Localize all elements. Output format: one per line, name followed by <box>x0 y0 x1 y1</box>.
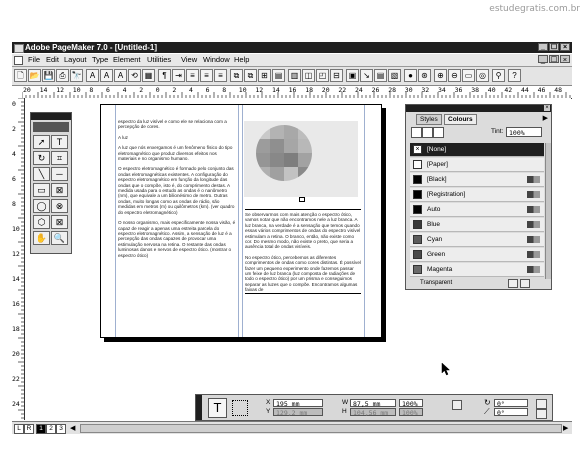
ruler-label: 32 <box>421 86 430 94</box>
ruler-label: 4 <box>189 86 193 94</box>
tab-colours[interactable]: Colours <box>444 114 477 125</box>
ruler-label: 34 <box>438 86 446 94</box>
page-icon-1[interactable]: 1 <box>36 424 46 434</box>
font-size-up-icon[interactable]: A <box>100 69 113 82</box>
rectangle-tool[interactable]: ▭ <box>33 183 50 197</box>
menu-window[interactable]: Window <box>203 55 230 64</box>
ruler-label: 0 <box>155 86 160 94</box>
ruler-label: 40 <box>487 86 496 94</box>
paragraph: espectro da luz visível e como ele se relaciona com a percepção de cores. <box>118 119 227 130</box>
ruler-label: 0 <box>12 100 16 108</box>
doc-close-button[interactable]: × <box>560 55 570 63</box>
toolbox-palette[interactable] <box>30 112 72 254</box>
align-left-icon[interactable]: ≡ <box>186 69 199 82</box>
text-column-2[interactable] <box>245 209 361 294</box>
menu-view[interactable]: View <box>181 55 198 64</box>
ruler-label: 24 <box>12 400 20 408</box>
crop-tool[interactable]: ⌗ <box>51 151 68 165</box>
polygon-frame-tool[interactable]: ⊠ <box>51 215 68 229</box>
transparent-label: Transparent <box>420 280 453 286</box>
send-back-icon[interactable]: ⧉ <box>244 69 257 82</box>
fill-stroke-icon[interactable] <box>433 127 444 138</box>
menu-type[interactable]: Type <box>92 55 109 64</box>
horizontal-scrollbar[interactable] <box>80 424 562 433</box>
colour-name: Blue <box>427 221 441 228</box>
ruler-label: 30 <box>404 86 413 94</box>
ellipse-frame-tool[interactable]: ⊗ <box>51 199 68 213</box>
lock-icon[interactable]: ▤ <box>272 69 285 82</box>
colour-row[interactable] <box>410 173 544 187</box>
flip-horizontal-icon[interactable] <box>536 399 547 409</box>
h-label: H <box>342 408 347 415</box>
rectangle-frame-tool[interactable]: ⊠ <box>51 183 68 197</box>
colour-swatch <box>413 160 422 169</box>
menu-element[interactable]: Element <box>113 55 141 64</box>
group-icon[interactable]: ⊞ <box>258 69 271 82</box>
colour-row[interactable] <box>410 203 544 217</box>
rotate-icon: ↻ <box>484 398 491 407</box>
margin-guide-left <box>115 105 116 337</box>
print-icon[interactable]: ⎙ <box>56 69 69 82</box>
mouse-cursor <box>441 362 451 376</box>
status-bar <box>12 421 572 434</box>
ruler-label: 14 <box>12 275 20 283</box>
app-icon <box>14 44 24 53</box>
ruler-label: 22 <box>338 86 347 94</box>
colour-swatch <box>413 235 422 244</box>
width-field[interactable]: 87,5 mm <box>350 399 396 407</box>
polygon-tool[interactable]: ⬡ <box>33 215 50 229</box>
pdf-icon[interactable]: ▧ <box>388 69 401 82</box>
menu-file[interactable]: File <box>28 55 41 64</box>
stroke-icon[interactable] <box>411 127 422 138</box>
page-icon-3[interactable]: 3 <box>56 424 66 434</box>
ruler-label: 22 <box>12 375 20 383</box>
pointer-tool[interactable]: ➚ <box>33 135 50 149</box>
x-field[interactable]: 195 mm <box>273 399 323 407</box>
apply-button[interactable]: T <box>208 398 227 418</box>
menu-utilities[interactable]: Utilities <box>147 55 172 64</box>
scroll-left-icon[interactable]: ◀ <box>70 425 76 432</box>
colour-icon[interactable]: ● <box>404 69 417 82</box>
document-page[interactable] <box>100 104 382 338</box>
spectrum-image[interactable] <box>244 121 358 197</box>
ruler-label: 42 <box>504 86 513 94</box>
ruler-label: 26 <box>371 86 380 94</box>
ruler-label: 6 <box>205 86 210 94</box>
window-title-bar <box>12 42 572 53</box>
paragraph: A luz que nós enxergamos é um fenômeno físico do tipo eletromagnético que produz diversos efeitos nos materiais e no organismo humano. <box>118 145 233 162</box>
colour-name: [Paper] <box>427 161 448 168</box>
ruler-label: 48 <box>554 86 563 94</box>
place-icon[interactable]: ▥ <box>288 69 301 82</box>
hyperlink-icon[interactable]: ▤ <box>374 69 387 82</box>
ruler-label: 20 <box>321 86 330 94</box>
colour-model-icon <box>527 236 540 243</box>
colour-row[interactable] <box>410 248 544 262</box>
colour-swatch <box>413 175 422 184</box>
colours-palette[interactable] <box>405 104 552 290</box>
scroll-right-icon[interactable]: ▶ <box>563 425 569 432</box>
vertical-ruler[interactable] <box>12 98 25 420</box>
control-palette[interactable] <box>195 394 553 421</box>
ruler-label: 2 <box>172 86 177 94</box>
ruler-label: 4 <box>122 86 127 94</box>
colour-name: Magenta <box>427 266 453 273</box>
y-field[interactable]: 129,2 mm <box>273 408 323 416</box>
mosaic-tile <box>256 167 270 181</box>
tab-styles[interactable]: Styles <box>416 114 442 125</box>
ruler-label: 12 <box>12 250 20 258</box>
skew-icon: ⟋ <box>484 407 490 416</box>
ruler-label: 16 <box>12 300 20 308</box>
ruler-label: 10 <box>72 86 81 94</box>
ruler-label: 24 <box>355 86 363 94</box>
colour-model-icon <box>527 266 540 273</box>
ruler-label: 6 <box>106 86 110 94</box>
y-label: Y <box>266 408 271 415</box>
colour-model-icon <box>527 191 540 198</box>
ruler-label: 28 <box>388 86 397 94</box>
column-guide-1 <box>238 105 239 337</box>
colour-model-icon <box>527 176 540 183</box>
colour-swatch <box>413 265 422 274</box>
line-tool[interactable]: ╲ <box>33 167 50 181</box>
colour-name: [None] <box>427 146 447 153</box>
menu-layout[interactable]: Layout <box>64 55 87 64</box>
ruler-label: 4 <box>12 150 16 158</box>
ruler-label: 38 <box>471 86 480 94</box>
colour-row[interactable] <box>410 233 544 247</box>
colour-row[interactable] <box>410 218 544 232</box>
proportional-icon[interactable] <box>452 400 462 410</box>
actual-size-icon[interactable]: ▭ <box>462 69 475 82</box>
colour-name: [Black] <box>427 176 447 183</box>
doc-maximize-button[interactable]: ☐ <box>550 55 558 64</box>
watermark: estudegratis.com.br <box>489 4 580 14</box>
new-colour-icon[interactable] <box>508 279 518 288</box>
export-icon[interactable]: ↘ <box>360 69 373 82</box>
ellipse-tool[interactable]: ◯ <box>33 199 50 213</box>
ruler-label: 8 <box>12 200 16 208</box>
colours-palette-header[interactable] <box>406 105 551 112</box>
height-field[interactable]: 104,56 mm <box>350 408 396 416</box>
mosaic-tile <box>256 125 270 139</box>
align-center-icon[interactable]: ≡ <box>200 69 213 82</box>
mosaic-tile <box>256 139 270 153</box>
page-icon-right[interactable]: R <box>24 424 34 434</box>
indent-icon[interactable]: ⇥ <box>172 69 185 82</box>
mosaic-tile <box>298 139 312 153</box>
toolbox-header[interactable] <box>31 113 71 120</box>
colour-name: Auto <box>427 206 441 213</box>
colour-list-scrollbar[interactable] <box>545 143 551 279</box>
style-icon[interactable]: ⟲ <box>128 69 141 82</box>
mosaic-tile <box>270 153 284 167</box>
text-tool[interactable]: T <box>51 135 68 149</box>
fill-icon[interactable] <box>422 127 433 138</box>
mosaic-tile <box>284 167 298 181</box>
palette-menu-icon[interactable]: ▶ <box>542 115 548 122</box>
menu-edit[interactable]: Edit <box>46 55 59 64</box>
ruler-label: 36 <box>454 86 463 94</box>
save-icon[interactable]: 💾 <box>43 71 54 80</box>
scale-height-field[interactable]: 100% <box>399 408 423 416</box>
ruler-label: 18 <box>12 325 20 333</box>
paragraph: Se observarmos com mais atenção o espectro ótico, vamos notar que não encontramos nele a luz branca. A luz branca, na verdade é a sensação que temos quando essas vários comprimentos de ondas do espectro visível estimulam a retina. O branco, então, não existe como cor. Do mesmo modo, não existe o preto, que seria a ausência total de ondas visíveis. <box>245 212 361 250</box>
toolbox-preview <box>33 122 69 132</box>
colour-model-icon <box>527 251 540 258</box>
page-icon-2[interactable]: 2 <box>46 424 56 434</box>
menu-bar <box>12 54 572 67</box>
ruler-label: 18 <box>305 86 314 94</box>
x-label: X <box>266 399 271 406</box>
spelling-icon[interactable]: A <box>86 69 99 82</box>
control-palette-grip[interactable] <box>196 395 202 420</box>
zoom-out-icon[interactable]: ⊖ <box>448 69 461 82</box>
tint-label: Tint: <box>491 128 504 135</box>
minimize-button[interactable]: _ <box>538 43 548 51</box>
text-column-1[interactable] <box>118 119 236 258</box>
colour-swatch <box>413 250 422 259</box>
scale-width-field[interactable]: 100% <box>399 399 423 407</box>
mosaic-tile <box>270 125 284 139</box>
column-guide-2 <box>242 105 243 337</box>
colour-row[interactable] <box>410 143 544 157</box>
plugin-icon[interactable]: ⚲ <box>492 69 505 82</box>
ruler-label: 44 <box>521 86 529 94</box>
reference-point-icon[interactable] <box>232 400 248 416</box>
doc-minimize-button[interactable]: _ <box>538 55 548 63</box>
palette-close-icon[interactable]: × <box>545 105 549 111</box>
ruler-label: 10 <box>238 86 247 94</box>
w-label: W <box>342 399 349 406</box>
colour-swatch: × <box>413 145 422 154</box>
page-icon-left[interactable]: L <box>14 424 24 434</box>
paragraph-icon[interactable]: ¶ <box>158 69 171 82</box>
doc-icon <box>14 56 23 65</box>
mosaic-tile <box>298 167 312 181</box>
bring-front-icon[interactable]: ⧉ <box>230 69 243 82</box>
mosaic-tile <box>298 125 312 139</box>
text-wrap-icon[interactable]: ▣ <box>346 69 359 82</box>
skew-field[interactable]: 0° <box>494 408 528 416</box>
ruler-label: 8 <box>89 86 94 94</box>
align-justify-icon[interactable]: ≡ <box>214 69 227 82</box>
flip-vertical-icon[interactable] <box>536 409 547 419</box>
ruler-label: 12 <box>255 86 264 94</box>
delete-colour-icon[interactable] <box>520 279 530 288</box>
ruler-label: 16 <box>288 86 297 94</box>
subheading: A luz <box>118 134 128 140</box>
globe-icon[interactable]: ⊛ <box>418 69 431 82</box>
open-icon[interactable]: 📂 <box>29 71 40 80</box>
selection-handle-top[interactable] <box>299 197 305 202</box>
colour-swatch <box>413 220 422 229</box>
rotate-field[interactable]: 0° <box>494 399 528 407</box>
fit-window-icon[interactable]: ◎ <box>476 69 489 82</box>
margin-guide-right <box>364 105 365 337</box>
zoom-in-icon[interactable]: ⊕ <box>434 69 447 82</box>
link-icon[interactable]: ⊟ <box>330 69 343 82</box>
paragraph: O espectro eletromagnético é formado pelo conjunto das ondas eletromagnéticas existentes. A configuração do espectro eletromagnético em função da longitude das ondas que o compõe, isto é, do comprimento destas. A medida usada para o estudo as ondas é o nanômetro (nm), que equivale a um bilionésimo de metro. Outras ondas, muito longas como as ondas de rádio, são medidas em metros (m) ou quilômetros (km). (ver quadro do espectro eletromagnético) <box>118 166 235 215</box>
window-title: Adobe PageMaker 7.0 - [Untitled-1] <box>25 43 158 52</box>
ruler-label: 14 <box>39 86 48 94</box>
ruler-label: 14 <box>272 86 280 94</box>
close-button[interactable]: × <box>560 43 570 51</box>
find-icon[interactable]: 🔭 <box>71 71 82 80</box>
story-icon[interactable]: ▦ <box>142 69 155 82</box>
mask-icon[interactable]: ◰ <box>316 69 329 82</box>
paragraph: O nosso organismo, mais especificamente nossa visão, é capaz de reagir a apenas uma estreita parcela do espectro eletromagnético. Assim, a sensação de luz é a percepção das ondas capazes de provocar uma estimulação nervosa na retina. O restante das ondas luminosas danos e nervos de espectro ótico. (mostrar o espectro ótico) <box>118 220 236 258</box>
ruler-label: 8 <box>222 86 227 94</box>
ruler-label: 20 <box>12 350 20 358</box>
ruler-label: 12 <box>56 86 65 94</box>
mosaic-tile <box>270 167 284 181</box>
help-icon[interactable]: ? <box>508 69 521 82</box>
ruler-label: 10 <box>12 225 20 233</box>
maximize-button[interactable]: ☐ <box>550 44 558 51</box>
ruler-label: 46 <box>537 86 546 94</box>
constrained-line-tool[interactable]: ─ <box>51 167 68 181</box>
image-control-icon[interactable]: ◫ <box>302 69 315 82</box>
tint-select[interactable]: 100% <box>506 127 542 137</box>
colour-row[interactable] <box>410 158 544 172</box>
mosaic-tile <box>284 125 298 139</box>
hand-tool[interactable]: ✋ <box>33 231 50 245</box>
new-icon[interactable]: 🗋 <box>14 69 27 82</box>
font-size-down-icon[interactable]: A <box>114 69 127 82</box>
colour-row[interactable] <box>410 263 544 277</box>
colour-swatch <box>413 190 422 199</box>
mosaic-tile <box>284 153 298 167</box>
colour-swatch <box>413 205 422 214</box>
ruler-label: 20 <box>23 86 31 94</box>
image-mosaic <box>256 125 312 181</box>
ruler-label: 6 <box>12 175 16 183</box>
colour-row[interactable] <box>410 188 544 202</box>
mosaic-tile <box>270 139 284 153</box>
colour-name: Cyan <box>427 236 443 243</box>
colour-name: Green <box>427 251 446 258</box>
zoom-tool[interactable]: 🔍 <box>51 231 68 245</box>
colour-name: [Registration] <box>427 191 466 198</box>
vertical-ruler-ticks <box>12 98 24 420</box>
ruler-label: 2 <box>12 125 16 133</box>
menu-help[interactable]: Help <box>234 55 250 64</box>
mosaic-tile <box>256 153 270 167</box>
mosaic-tile <box>298 153 312 167</box>
paragraph: No espectro ótico, percebemos as diferentes comprimentos de ondas como cores distintas. É possível fazer um pequeno experimento onde fazemos passar um feixe de luz branca (luz composta de radiações de todo o espectro ótico) por um prisma e conseguimos separar as luzes que o compõe. Encontramos algumas faixas de <box>245 254 361 293</box>
main-toolbar <box>12 67 572 86</box>
mosaic-tile <box>284 139 298 153</box>
rotate-tool[interactable]: ↻ <box>33 151 50 165</box>
ruler-label: 2 <box>139 86 144 94</box>
colour-model-icon <box>527 221 540 228</box>
colour-model-icon <box>527 206 540 213</box>
